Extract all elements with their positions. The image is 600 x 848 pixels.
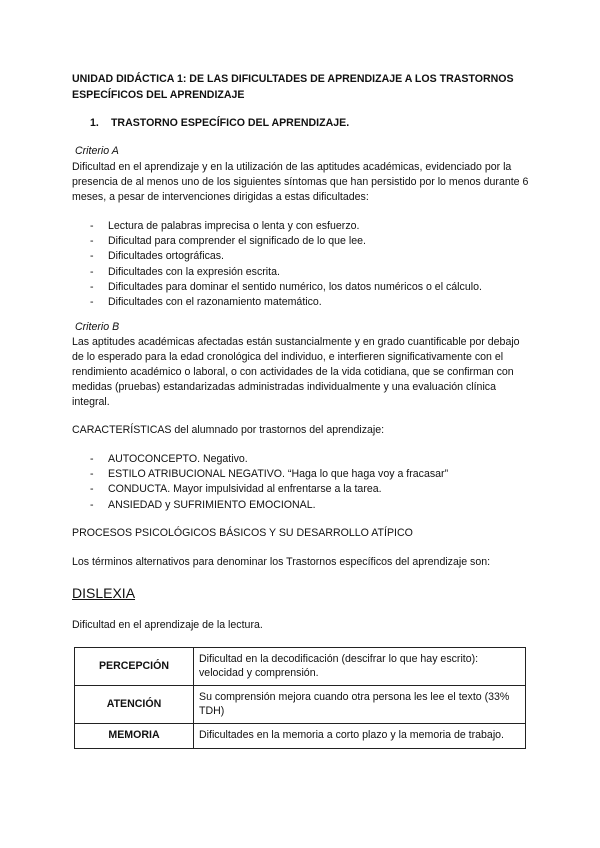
document-title: UNIDAD DIDÁCTICA 1: DE LAS DIFICULTADES DE APRENDIZAJE A LOS TRASTORNOS ESPECÍFICOS DEL APRENDIZAJE: [72, 73, 514, 101]
dislexia-definition: Dificultad en el aprendizaje de la lectura.: [72, 619, 263, 631]
table-row: [75, 648, 526, 686]
dash-bullet: -: [90, 250, 94, 263]
dash-bullet: -: [90, 220, 94, 232]
dash-bullet: -: [90, 453, 94, 465]
section-number: 1.: [90, 117, 99, 129]
dislexia-table: [74, 647, 526, 749]
section-heading: [90, 117, 349, 129]
table-key-cell: PERCEPCIÓN: [75, 648, 194, 686]
table-key-cell: MEMORIA: [75, 724, 194, 749]
list-item: - Dificultades ortográficas.: [90, 249, 482, 264]
caracteristicas-intro: CARACTERÍSTICAS del alumnado por trastornos del aprendizaje:: [72, 424, 385, 436]
criterio-b-text: Las aptitudes académicas afectadas están sustancialmente y en grado cuantificable por debajo de lo esperado para la edad cronológica del individuo, e interfieren significativamente con el rendimiento académico o laboral, o con actividades de la vida cotidiana, que se confirman con medidas (pruebas) estandarizadas administradas individualmente y una evaluación clínica integral.: [72, 336, 520, 408]
list-item: - Lectura de palabras imprecisa o lenta y con esfuerzo.: [90, 219, 482, 234]
criterio-a-text: Dificultad en el aprendizaje y en la utilización de las aptitudes académicas, evidenciado por la presencia de al menos uno de los siguientes síntomas que han persistido por lo menos durante 6 meses, a pesar de intervenciones dirigidas a estas dificultades:: [72, 161, 529, 203]
dash-bullet: -: [90, 498, 94, 511]
dash-bullet: -: [90, 235, 94, 248]
criterio-a-label: Criterio A: [75, 145, 119, 157]
list-item: - CONDUCTA. Mayor impulsividad al enfrentarse a la tarea.: [90, 482, 448, 497]
terminos-text: Los términos alternativos para denominar los Trastornos específicos del aprendizaje son:: [72, 556, 491, 568]
dislexia-heading: DISLEXIA: [72, 585, 136, 601]
dash-bullet: -: [90, 265, 94, 278]
dash-bullet: -: [90, 280, 94, 293]
list-item: - Dificultades con la expresión escrita.: [90, 265, 482, 280]
table-row: [75, 724, 526, 749]
list-item: - AUTOCONCEPTO. Negativo.: [90, 452, 448, 467]
procesos-heading: PROCESOS PSICOLÓGICOS BÁSICOS Y SU DESARROLLO ATÍPICO: [72, 527, 413, 539]
dash-bullet: -: [90, 296, 94, 309]
criterio-b-label: Criterio B: [75, 321, 120, 333]
list-item: - Dificultad para comprender el significado de lo que lee.: [90, 234, 482, 249]
table-row: [75, 686, 526, 724]
list-item: - ANSIEDAD y SUFRIMIENTO EMOCIONAL.: [90, 498, 448, 513]
section-title: TRASTORNO ESPECÍFICO DEL APRENDIZAJE.: [110, 117, 350, 129]
list-item: - Dificultades con el razonamiento matemático.: [90, 295, 482, 310]
table-value-cell: Dificultades en la memoria a corto plazo y la memoria de trabajo.: [194, 724, 526, 749]
caracteristicas-list: [90, 452, 448, 513]
criterio-a-list: [90, 219, 482, 310]
dash-bullet: -: [90, 468, 94, 481]
table-key-cell: ATENCIÓN: [75, 686, 194, 724]
table-value-cell: Dificultad en la decodificación (descifrar lo que hay escrito): velocidad y comprensión.: [194, 648, 526, 686]
table-value-cell: Su comprensión mejora cuando otra persona les lee el texto (33% TDH): [194, 686, 526, 724]
list-item: - Dificultades para dominar el sentido numérico, los datos numéricos o el cálculo.: [90, 280, 482, 295]
list-item: - ESTILO ATRIBUCIONAL NEGATIVO. “Haga lo que haga voy a fracasar”: [90, 467, 448, 482]
dash-bullet: -: [90, 483, 94, 496]
